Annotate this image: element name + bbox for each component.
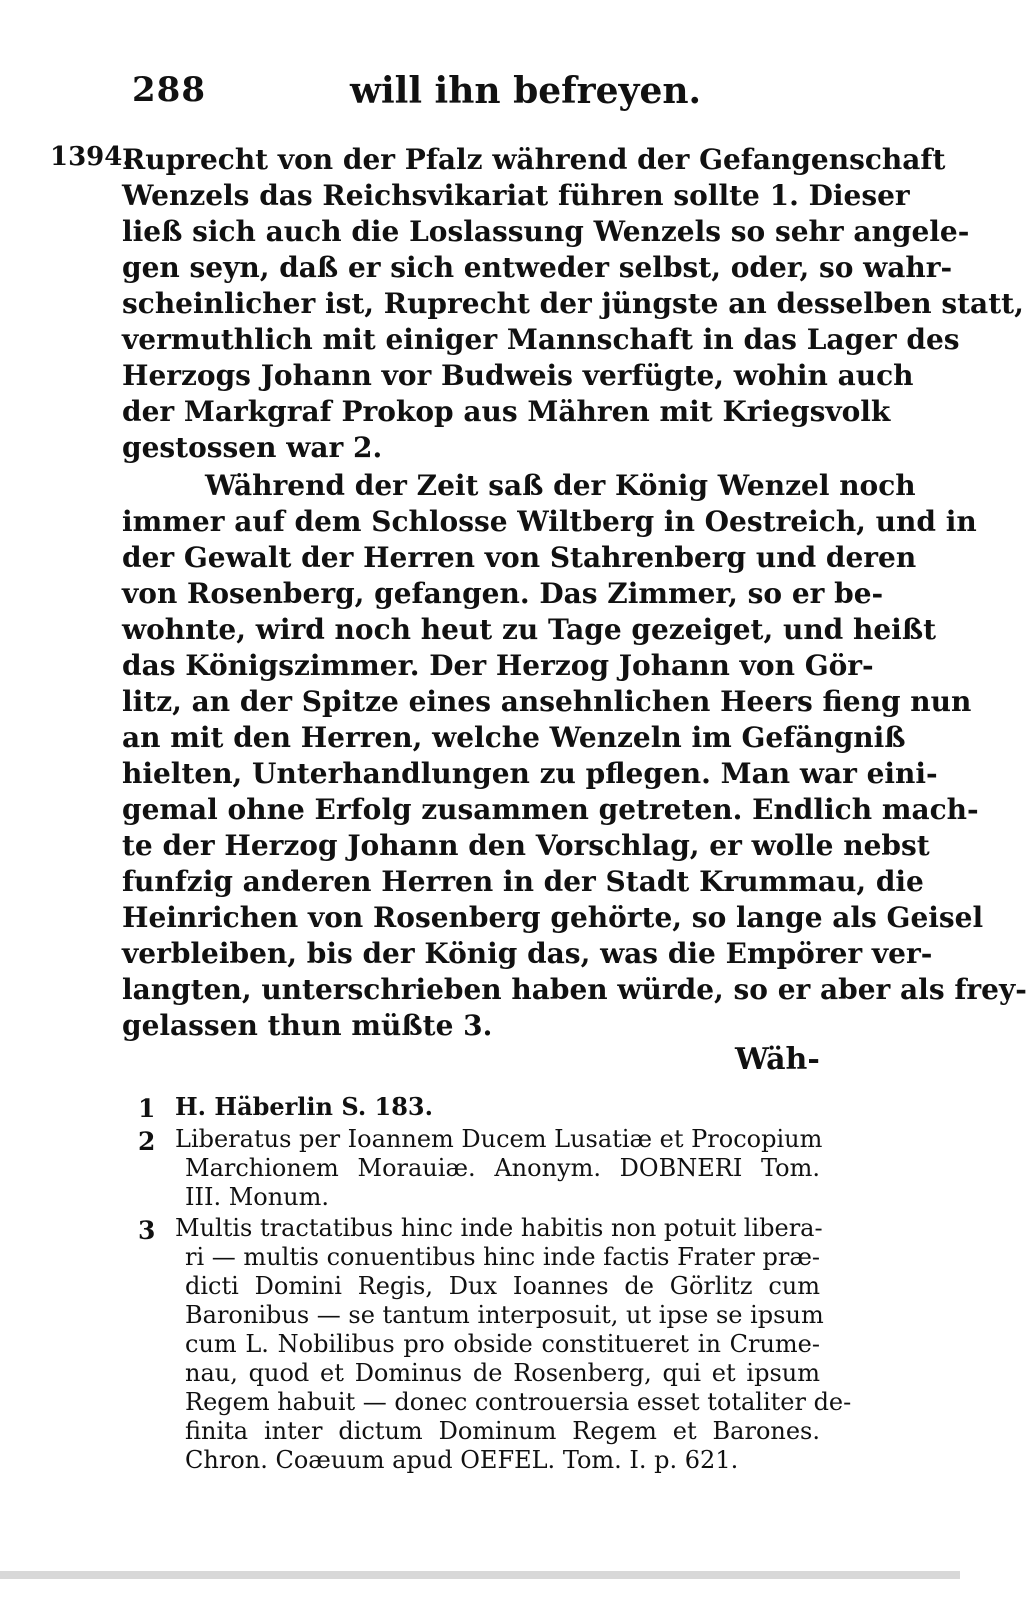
text-line: der Gewalt der Herren von Stahrenberg und deren [122, 541, 917, 574]
text-line: verbleiben, bis der König das, was die Empörer ver- [122, 937, 933, 970]
footnote-line: cum L. Nobilibus pro obside constitueret in Crume- [185, 1330, 820, 1358]
footnote-number: 3 [138, 1216, 156, 1245]
text-line: litz, an der Spitze eines ansehnlichen Heers fieng nun [122, 685, 972, 718]
text-line: gen seyn, daß er sich entweder selbst, oder, so wahr- [122, 251, 953, 284]
footnote-line: Marchionem Morauiæ. Anonym. DOBNERI Tom. [185, 1154, 820, 1182]
footnote-line: Regem habuit — donec controuersia esset totaliter de- [185, 1388, 852, 1416]
text-line: von Rosenberg, gefangen. Das Zimmer, so er be- [122, 577, 884, 610]
footnote-line: nau, quod et Dominus de Rosenberg, qui et ipsum [185, 1359, 820, 1387]
running-title: will ihn befreyen. [350, 70, 702, 112]
margin-year: 1394. [50, 142, 132, 172]
footnote-line: dicti Domini Regis, Dux Ioannes de Görlitz cum [185, 1272, 820, 1300]
footnote-line: Chron. Coæuum apud OEFEL. Tom. I. p. 621. [185, 1446, 739, 1474]
text-line: vermuthlich mit einiger Mannschaft in das Lager des [122, 323, 960, 356]
text-line: immer auf dem Schlosse Wiltberg in Oestreich, und in [122, 505, 977, 538]
text-line: gestossen war 2. [122, 431, 383, 464]
footnote-line: H. Häberlin S. 183. [175, 1092, 433, 1121]
footnote-line: III. Monum. [185, 1183, 330, 1211]
text-line: scheinlicher ist, Ruprecht der jüngste an desselben statt, [122, 287, 1024, 320]
text-line: ließ sich auch die Loslassung Wenzels so sehr angele- [122, 215, 970, 248]
text-line: wohnte, wird noch heut zu Tage gezeiget, und heißt [122, 613, 937, 646]
scan-edge [0, 1571, 960, 1579]
footnote-number: 1 [138, 1094, 156, 1123]
paragraph-start-line: Während der Zeit saß der König Wenzel noch [205, 469, 916, 502]
text-line: Wenzels das Reichsvikariat führen sollte 1. Dieser [122, 179, 910, 212]
text-line: der Markgraf Prokop aus Mähren mit Kriegsvolk [122, 395, 891, 428]
text-line: hielten, Unterhandlungen zu pflegen. Man war eini- [122, 757, 938, 790]
text-line: Herzogs Johann vor Budweis verfügte, wohin auch [122, 359, 914, 392]
footnote-line: Liberatus per Ioannem Ducem Lusatiæ et Procopium [175, 1125, 823, 1153]
catchword: Wäh- [735, 1042, 820, 1077]
text-line: te der Herzog Johann den Vorschlag, er wolle nebst [122, 829, 930, 862]
text-line: gelassen thun müßte 3. [122, 1009, 493, 1042]
footnote-line: finita inter dictum Dominum Regem et Barones. [185, 1417, 820, 1445]
text-line: gemal ohne Erfolg zusammen getreten. Endlich mach- [122, 793, 979, 826]
page-header [0, 70, 960, 120]
text-line: an mit den Herren, welche Wenzeln im Gefängniß [122, 721, 906, 754]
footnote-line: ri — multis conuentibus hinc inde factis Frater præ- [185, 1243, 820, 1271]
footnote-line: Baronibus — se tantum interposuit, ut ipse se ipsum [185, 1301, 824, 1329]
text-line: das Königszimmer. Der Herzog Johann von Gör- [122, 649, 874, 682]
text-line: Heinrichen von Rosenberg gehörte, so lange als Geisel [122, 901, 984, 934]
text-line: langten, unterschrieben haben würde, so er aber als frey- [122, 973, 1027, 1006]
text-line: funfzig anderen Herren in der Stadt Krummau, die [122, 865, 924, 898]
footnote-line: Multis tractatibus hinc inde habitis non potuit libera- [175, 1214, 823, 1242]
page-number: 288 [132, 70, 206, 110]
footnote-number: 2 [138, 1127, 156, 1156]
text-line: Ruprecht von der Pfalz während der Gefangenschaft [122, 143, 946, 176]
